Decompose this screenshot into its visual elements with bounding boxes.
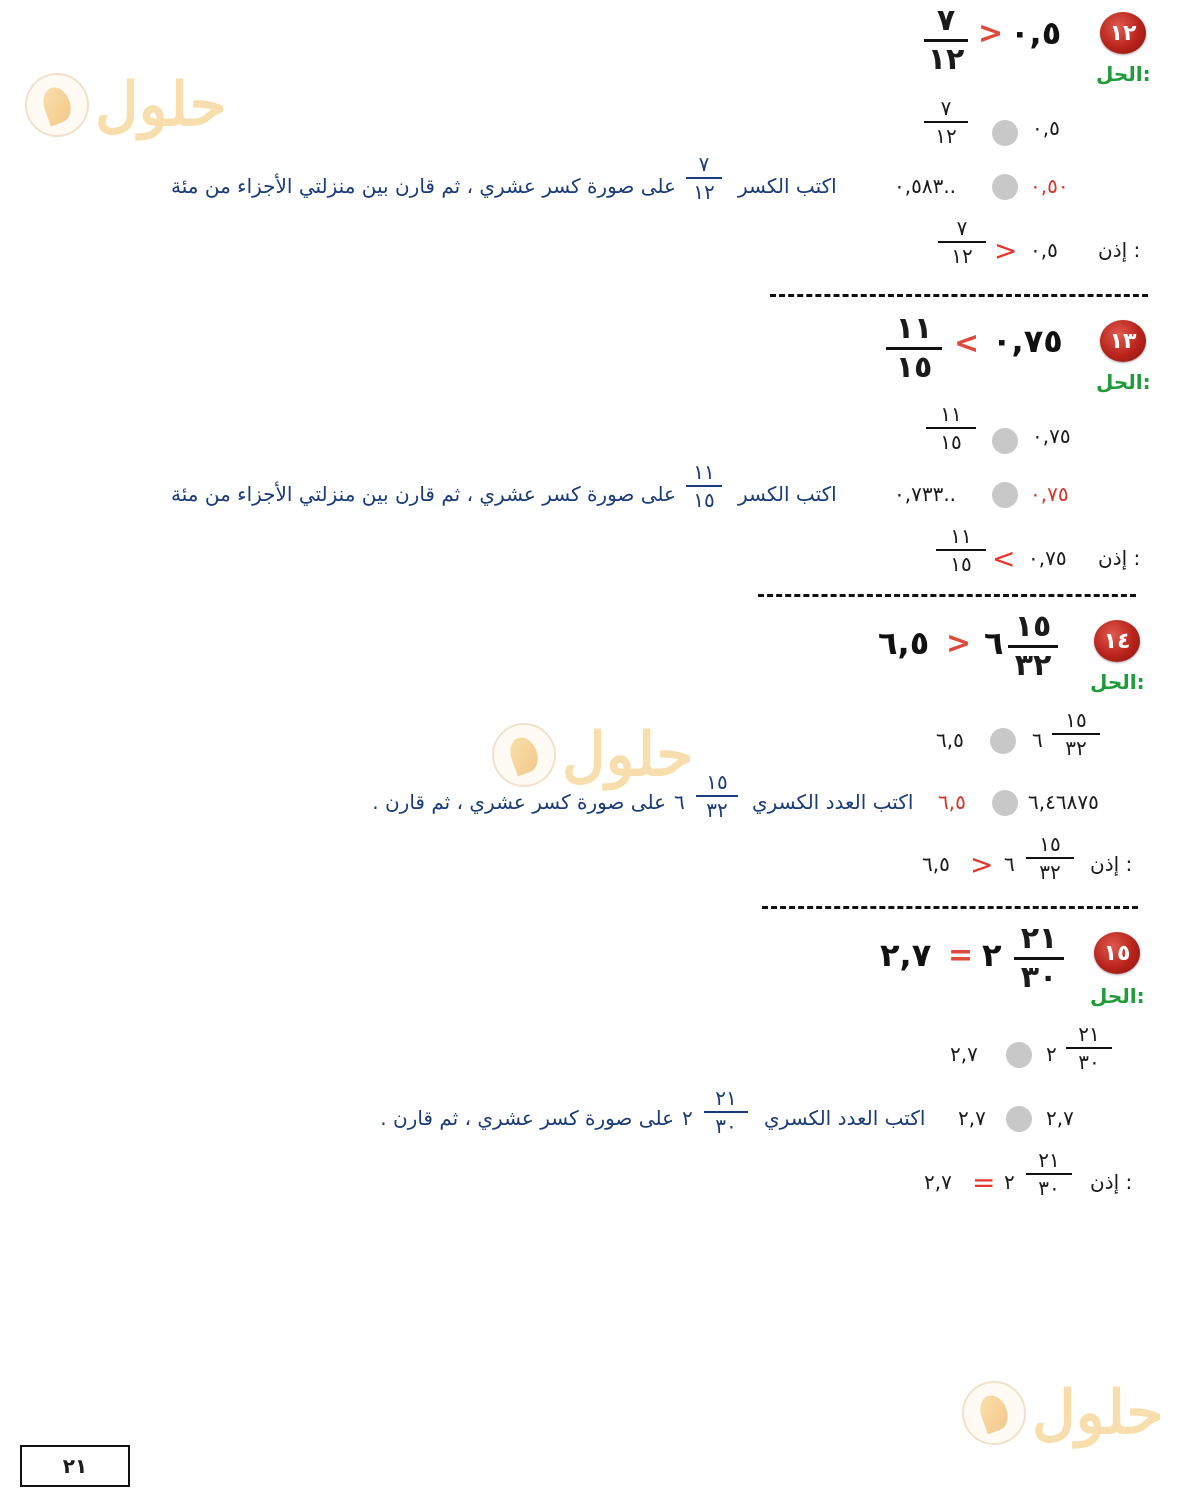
problem-number-badge: ١٥ [1094,932,1140,974]
instruction-text-b: على صورة كسر عشري ، ثم قارن . [380,1106,674,1130]
conclusion-decimal: ٠,٥ [1030,238,1058,262]
conclusion-fraction: ١١ ١٥ [936,526,986,574]
page-number: ٢١ [20,1445,130,1487]
problem-right-value: ٢,٧ [880,936,932,974]
row2-decimal-left: ٠,٧٥ [1030,482,1069,506]
row1-fraction: ٧ ١٢ [924,98,968,146]
problem-number-badge: ١٢ [1100,12,1146,54]
row2-decimal-left: ٦,٤٦٨٧٥ [1028,790,1099,814]
problem-fraction: ١٥ ٣٢ [1008,612,1058,681]
problem-fraction: ١١ ١٥ [886,314,942,383]
then-label: إذن : [1090,852,1133,876]
comparison-sign: < [954,326,980,361]
section-divider [770,294,1148,297]
row2-decimal-right: ٦,٥ [938,790,966,814]
watermark-text: حلول [1032,1378,1164,1448]
instruction-text-a: اكتب العدد الكسري [764,1106,926,1130]
row1-fraction: ١٥ ٣٢ [1052,710,1100,758]
then-label: إذن : [1098,238,1141,262]
compare-dot [992,482,1018,508]
instruction-whole: ٦ [674,790,685,814]
row1-decimal: ٢,٧ [950,1042,978,1066]
problem-fraction [924,3,968,77]
conclusion-decimal: ٢,٧ [924,1170,952,1194]
solution-label: الحل: [1090,984,1145,1008]
section-divider [762,906,1138,909]
problem-whole: ٦ [984,624,1004,662]
instruction-fraction: ١٥ ٣٢ [696,772,738,820]
instruction-fraction: ٢١ ٣٠ [704,1088,748,1136]
comparison-sign: > [978,16,1004,51]
row1-decimal: ٦,٥ [936,728,964,752]
row2-decimal-right: ٢,٧ [958,1106,986,1130]
logo-circle-icon [25,73,89,137]
problem-left-value: ٠,٧٥ [992,322,1063,360]
compare-dot [992,174,1018,200]
instruction-text-a: اكتب العدد الكسري [752,790,914,814]
row1-fraction: ٢١ ٣٠ [1066,1024,1112,1072]
conclusion-fraction: ٢١ ٣٠ [1026,1150,1072,1198]
fraction-denominator: ١٢ [927,42,965,77]
compare-dot [1006,1042,1032,1068]
compare-dot [992,428,1018,454]
row2-decimal-left: ٢,٧ [1046,1106,1074,1130]
compare-dot [990,728,1016,754]
instruction-text-a: اكتب الكسر [738,482,837,506]
conclusion-decimal: ٠,٧٥ [1028,546,1067,570]
conclusion-decimal: ٦,٥ [922,852,950,876]
problem-number-badge: ١٣ [1100,320,1146,362]
conclusion-sign: = [972,1166,996,1199]
instruction-text-a: اكتب الكسر [738,174,837,198]
solution-label: الحل: [1090,670,1145,694]
problem-whole: ٢ [982,936,1002,974]
conclusion-sign: > [970,848,994,881]
conclusion-fraction: ١٥ ٣٢ [1026,834,1074,882]
conclusion-sign: > [994,234,1018,267]
conclusion-whole: ٦ [1004,852,1015,876]
row2-decimal-right: ٠,٧٣٣.. [894,482,957,506]
row2-decimal-left: ٠,٥٠ [1030,174,1069,198]
problem-right-value: ٦,٥ [878,624,930,662]
problem-left-value: ٠,٥ [1010,14,1062,52]
instruction-fraction: ٧ ١٢ [686,154,722,202]
then-label: إذن : [1098,546,1141,570]
watermark-text: حلول [95,70,227,140]
problem-number-badge: ١٤ [1094,620,1140,662]
watermark-logo-bottom [962,1378,1164,1448]
conclusion-sign: < [992,542,1016,575]
row1-decimal: ٠,٥ [1032,116,1060,140]
watermark-logo-top [25,70,227,140]
watermark-text: حلول [562,720,694,790]
instruction-whole: ٢ [682,1106,693,1130]
instruction-text-b: على صورة كسر عشري ، ثم قارن بين منزلتي الأجزاء من مئة [171,174,676,198]
watermark-logo-middle [492,720,694,790]
compare-dot [992,790,1018,816]
then-label: إذن : [1090,1170,1133,1194]
instruction-fraction: ١١ ١٥ [686,462,722,510]
row1-whole: ٢ [1046,1042,1057,1066]
logo-circle-icon [492,723,556,787]
compare-dot [992,120,1018,146]
row1-whole: ٦ [1032,728,1043,752]
logo-circle-icon [962,1381,1026,1445]
conclusion-fraction: ٧ ١٢ [938,218,986,266]
row2-decimal-right: ٠,٥٨٣.. [894,174,957,198]
fraction-numerator: ٧ [936,3,956,38]
section-divider [758,594,1136,597]
row1-decimal: ٠,٧٥ [1032,424,1071,448]
solution-label: الحل: [1096,62,1151,86]
instruction-text-b: على صورة كسر عشري ، ثم قارن بين منزلتي الأجزاء من مئة [171,482,676,506]
conclusion-whole: ٢ [1004,1170,1015,1194]
solution-label: الحل: [1096,370,1151,394]
instruction-text-b: على صورة كسر عشري ، ثم قارن . [372,790,666,814]
comparison-sign: > [946,626,972,661]
problem-fraction: ٢١ ٣٠ [1014,924,1064,993]
comparison-sign: = [948,938,974,973]
row1-fraction: ١١ ١٥ [926,404,976,452]
compare-dot [1006,1106,1032,1132]
